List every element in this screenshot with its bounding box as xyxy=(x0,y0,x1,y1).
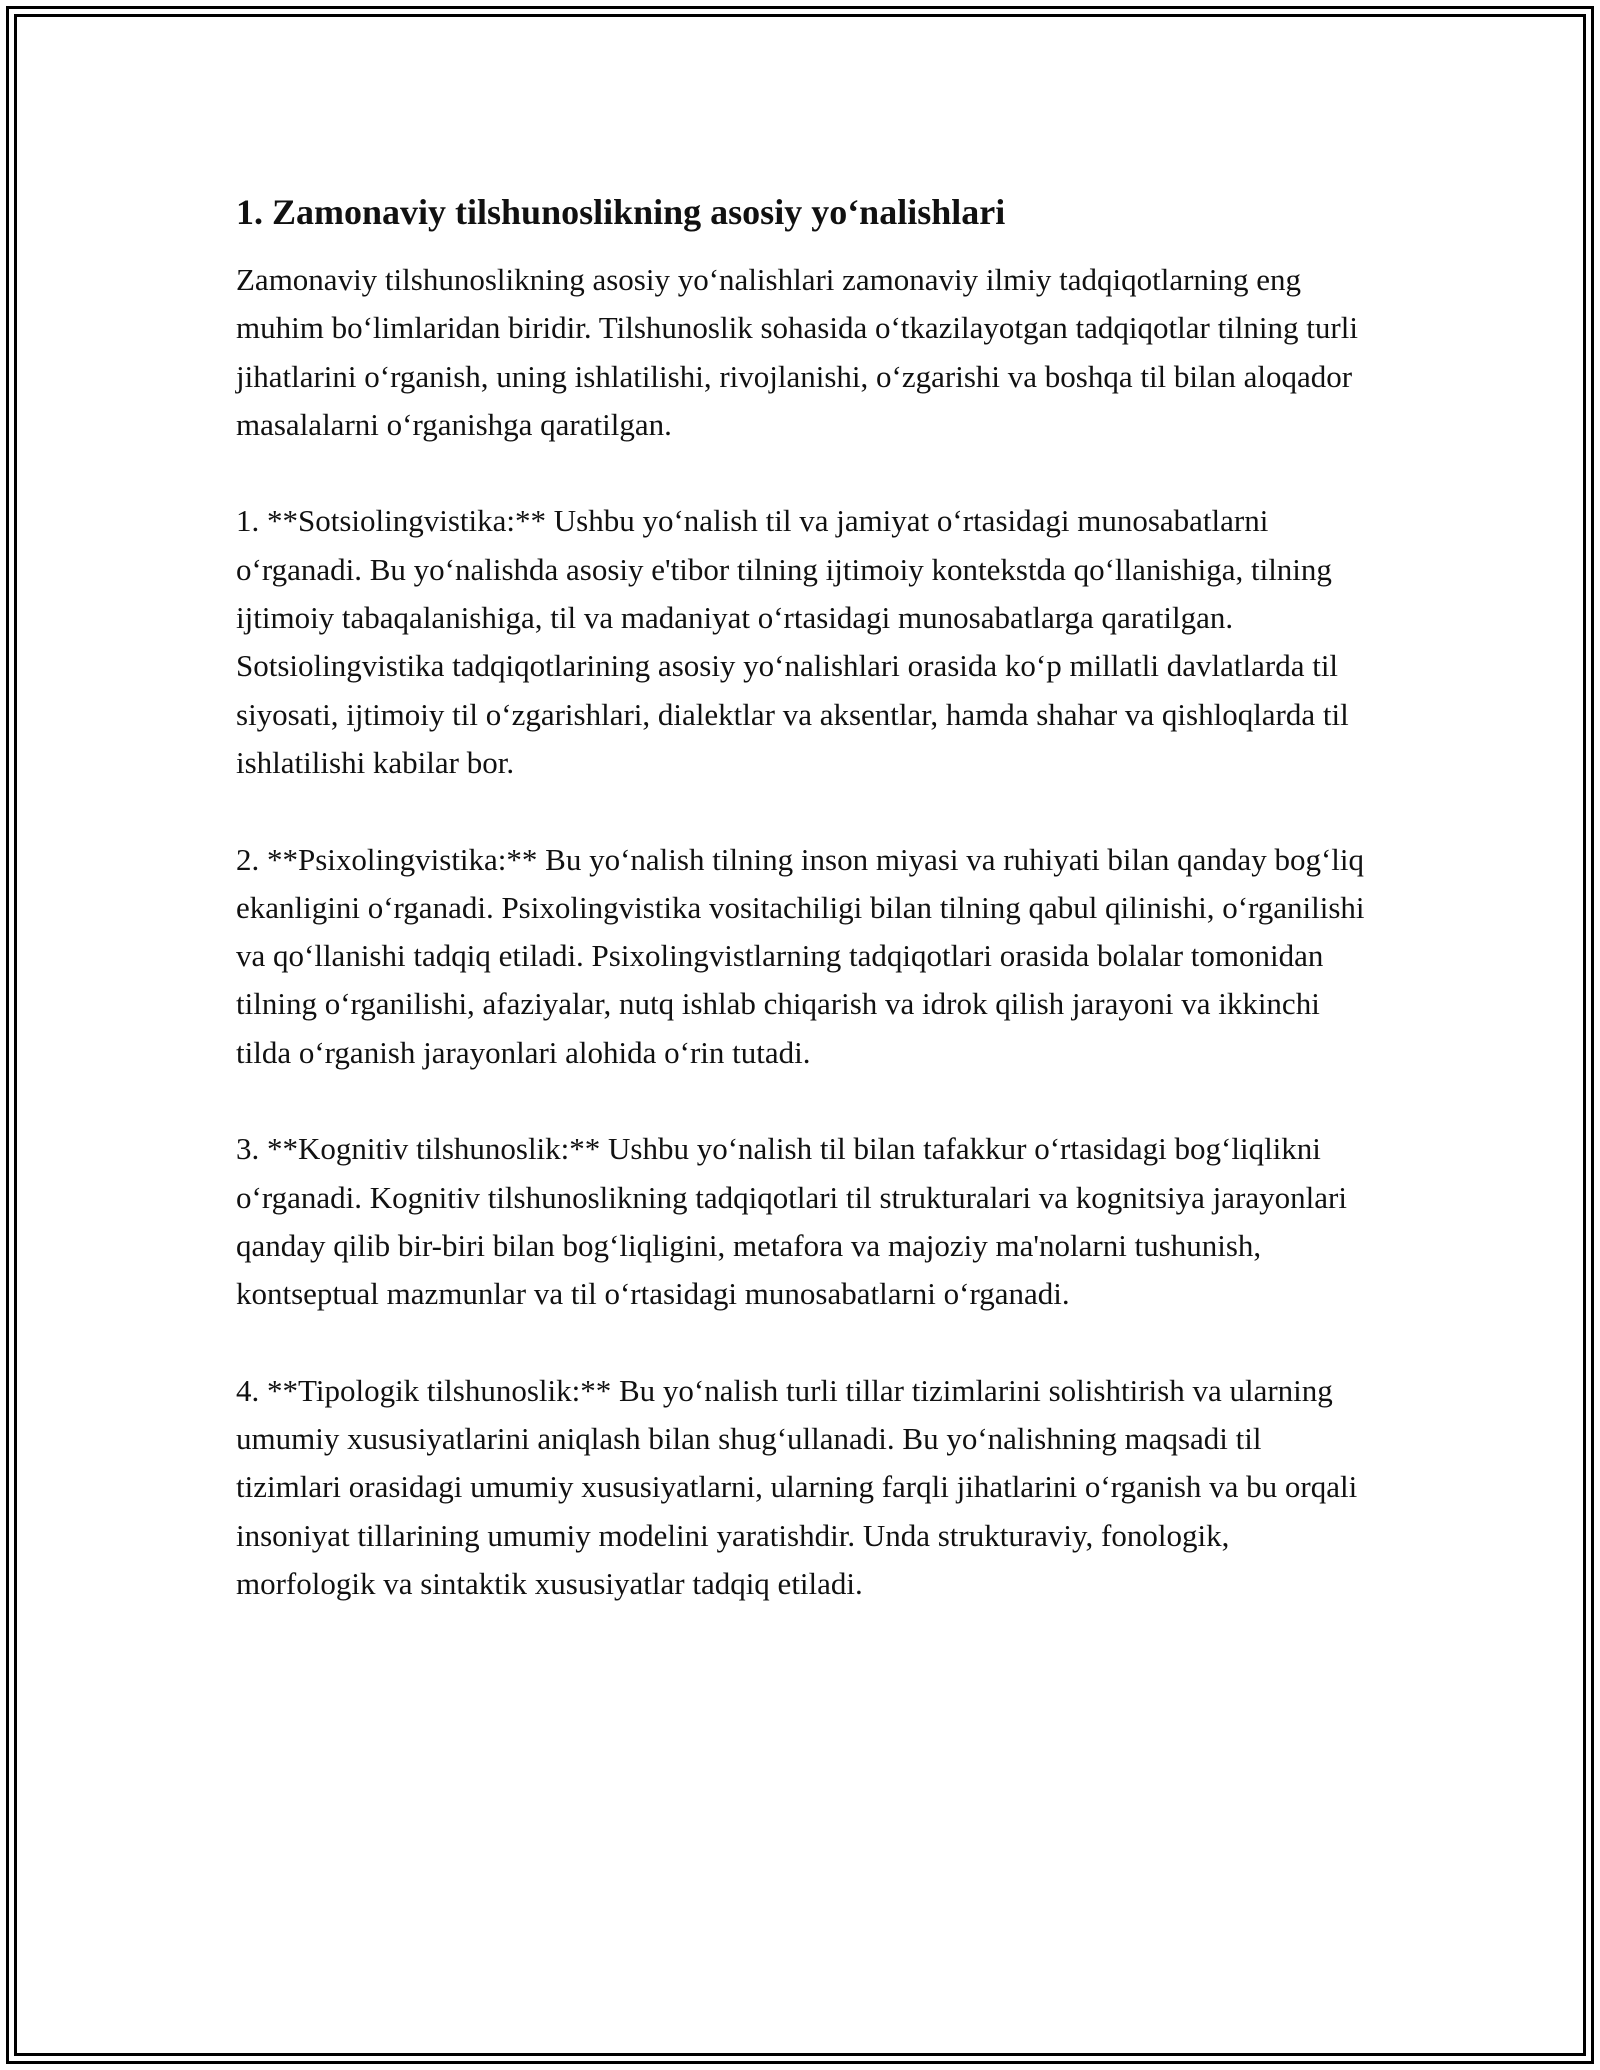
paragraph-psixolingvistika: 2. **Psixolingvistika:** Bu yo‘nalish tilning inson miyasi va ruhiyati bilan qanday bog‘liq ekanligini o‘rganadi. Psixolingvistika vositachiligi bilan tilning qabul qilinishi, o‘rganilishi va qo‘llanishi tadqiq etiladi. Psixolingvistlarning tadqiqotlari orasida bolalar tomonidan tilning o‘rganilishi, afaziyalar, nutq ishlab chiqarish va idrok qilish jarayoni va ikkinchi tilda o‘rganish jarayonlari alohida o‘rin tutadi. xyxy=(236,841,1365,1070)
paragraph-tipologik-tilshunoslik: 4. **Tipologik tilshunoslik:** Bu yo‘nalish turli tillar tizimlarini solishtirish va ularning umumiy xususiyatlarini aniqlash bilan shug‘ullanadi. Bu yo‘nalishning maqsadi til tizimlari orasidagi umumiy xususiyatlarni, ularning farqli jihatlarini o‘rganish va bu orqali insoniyat tillarining umumiy modelini yaratishdir. Unda strukturaviy, fonologik, morfologik va sintaktik xususiyatlar tadqiq etiladi. xyxy=(236,1372,1358,1602)
paragraph-sotsiolingvistika: 1. **Sotsiolingvistika:** Ushbu yo‘nalish til va jamiyat o‘rtasidagi munosabatlarni o‘rganadi. Bu yo‘nalishda asosiy e'tibor tilning ijtimoiy kontekstda qo‘llanishiga, tilning ijtimoiy tabaqalanishiga, til va madaniyat o‘rtasidagi munosabatlarga qaratilgan. Sotsiolingvistika tadqiqotlarining asosiy yo‘nalishlari orasida ko‘p millatli davlatlarda til siyosati, ijtimoiy til o‘zgarishlari, dialektlar va aksentlar, hamda shahar va qishloqlarda til ishlatilishi kabilar bor. xyxy=(236,503,1349,780)
paragraph-intro: Zamonaviy tilshunoslikning asosiy yo‘nalishlari zamonaviy ilmiy tadqiqotlarning eng muhim bo‘limlaridan biridir. Tilshunoslik sohasida o‘tkazilayotgan tadqiqotlar tilning turli jihatlarini o‘rganish, uning ishlatilishi, rivojlanishi, o‘zgarishi va boshqa til bilan aloqador masalalarni o‘rganishga qaratilgan. xyxy=(236,262,1358,442)
document-title: 1. Zamonaviy tilshunoslikning asosiy yo‘nalishlari xyxy=(236,192,1006,232)
document-body xyxy=(236,188,1366,1608)
paragraph-kognitiv-tilshunoslik: 3. **Kognitiv tilshunoslik:** Ushbu yo‘nalish til bilan tafakkur o‘rtasidagi bog‘liqlikni o‘rganadi. Kognitiv tilshunoslikning tadqiqotlari til strukturalari va kognitsiya jarayonlari qanday qilib bir-biri bilan bog‘liqligini, metafora va majoziy ma'nolarni tushunish, kontseptual mazmunlar va til o‘rtasidagi munosabatlarni o‘rganadi. xyxy=(236,1131,1347,1312)
